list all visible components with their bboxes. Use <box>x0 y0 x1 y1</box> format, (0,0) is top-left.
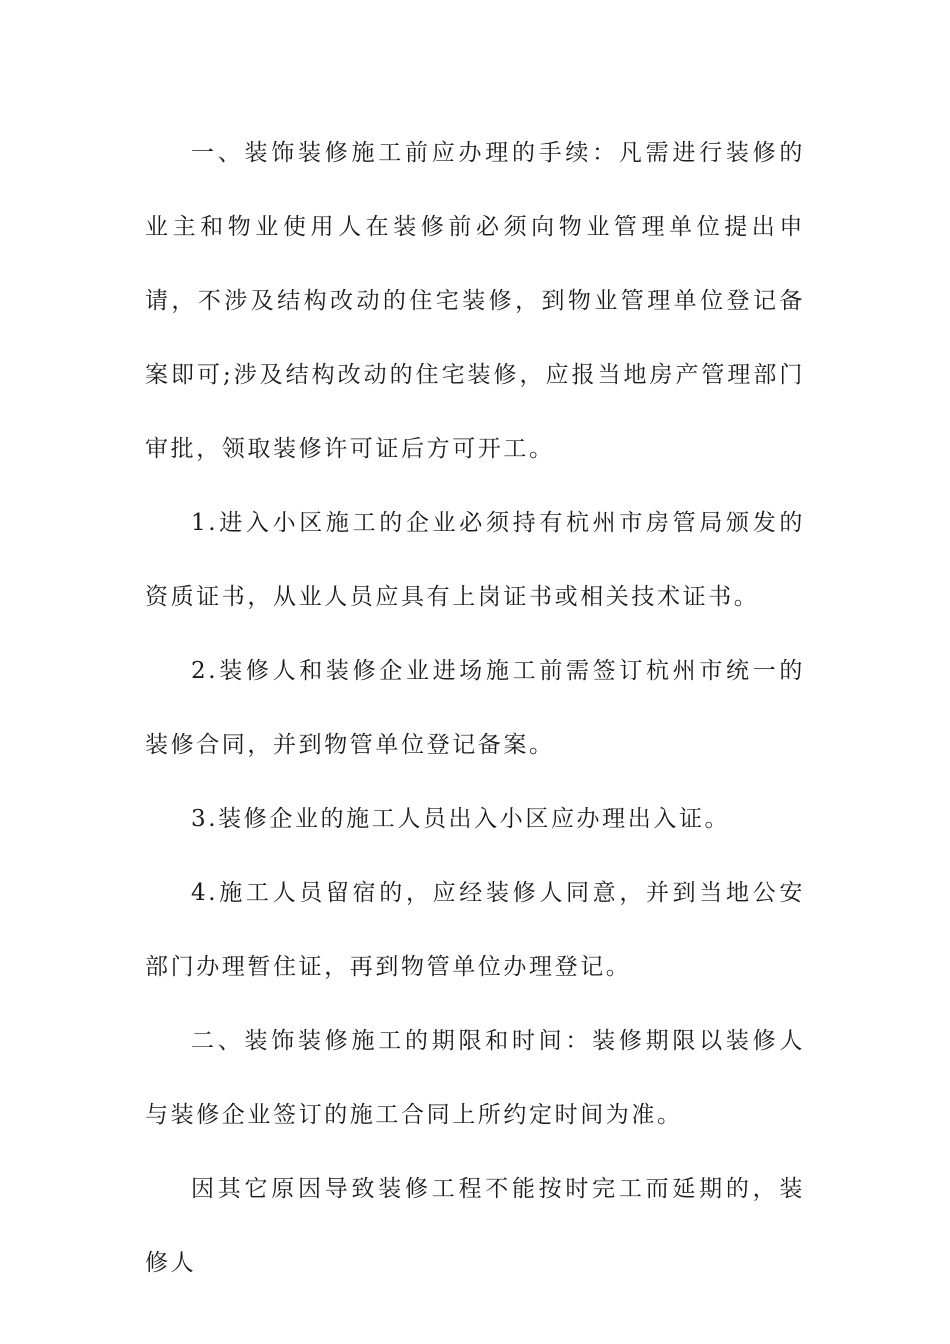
document-body <box>145 116 805 1300</box>
paragraph-item-4: 4.施工人员留宿的，应经装修人同意，并到当地公安部门办理暂住证，再到物管单位办理登记。 <box>145 880 805 980</box>
paragraph-item-1: 1.进入小区施工的企业必须持有杭州市房管局颁发的资质证书，从业人员应具有上岗证书或相关技术证书。 <box>145 510 805 610</box>
paragraph-delay: 因其它原因导致装修工程不能按时完工而延期的，装修人 <box>145 1176 805 1276</box>
paragraph-item-3: 3.装修企业的施工人员出入小区应办理出入证。 <box>191 806 731 832</box>
paragraph-item-2: 2.装修人和装修企业进场施工前需签订杭州市统一的装修合同，并到物管单位登记备案。 <box>145 658 805 758</box>
paragraph-construction-period: 二、装饰装修施工的期限和时间：装修期限以装修人与装修企业签订的施工合同上所约定时间为准。 <box>145 1028 805 1128</box>
paragraph-pre-construction-procedures: 一、装饰装修施工前应办理的手续：凡需进行装修的业主和物业使用人在装修前必须向物业管理单位提出申请，不涉及结构改动的住宅装修，到物业管理单位登记备案即可;涉及结构改动的住宅装修，应报当地房产管理部门审批，领取装修许可证后方可开工。 <box>145 140 805 462</box>
